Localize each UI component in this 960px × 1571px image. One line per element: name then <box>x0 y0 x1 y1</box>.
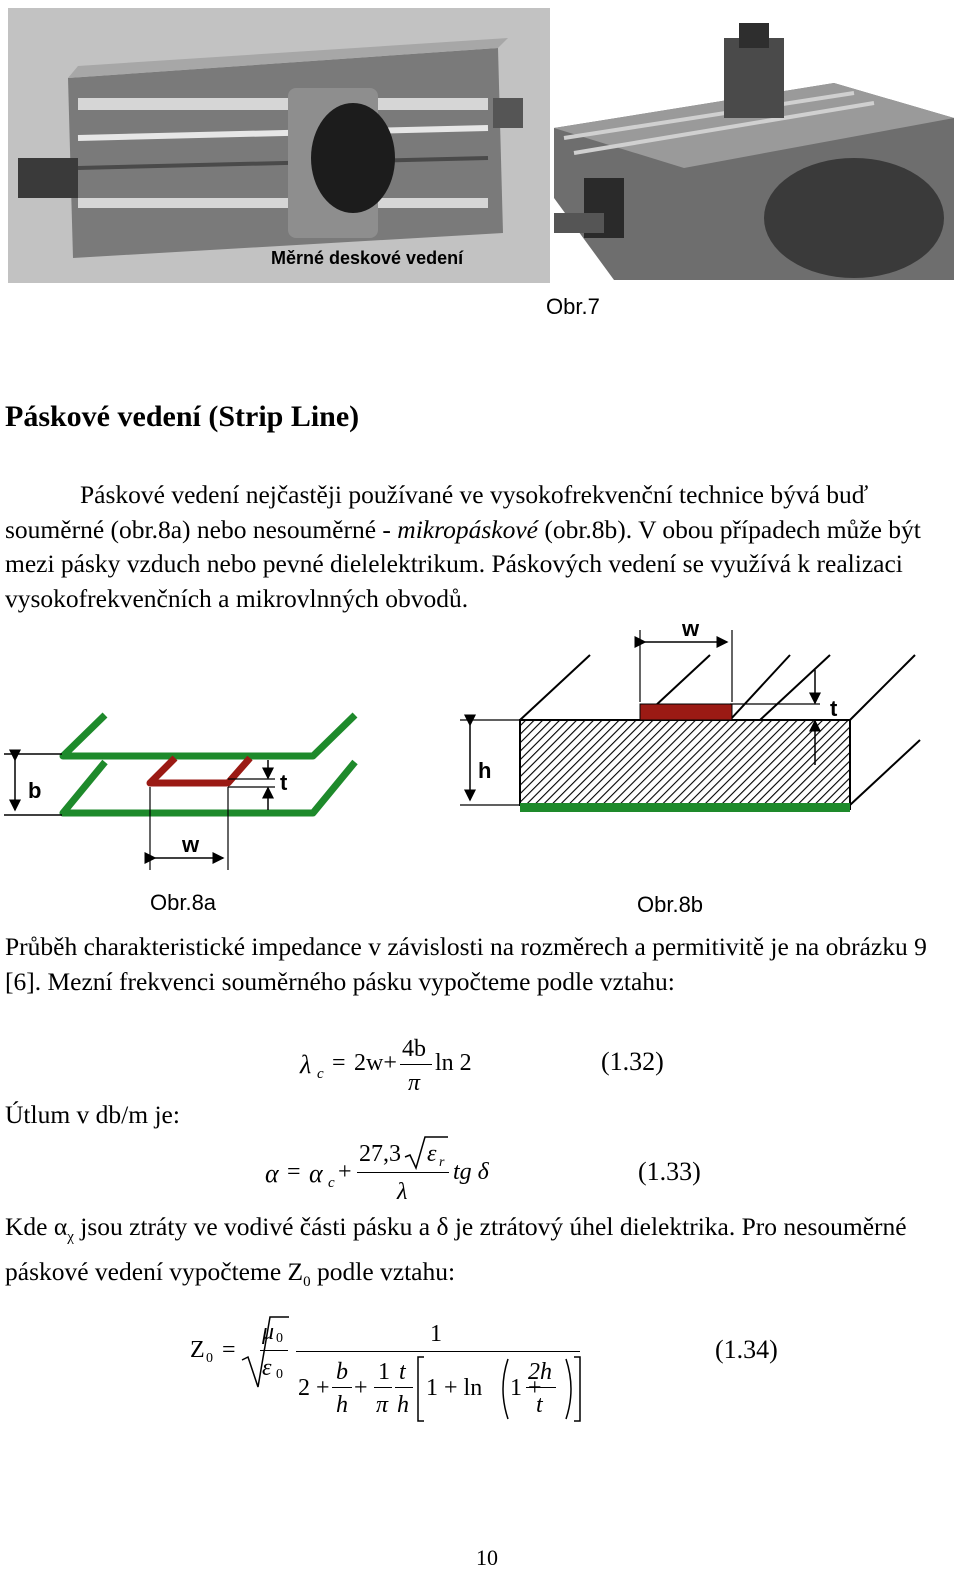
eq134-b: b <box>336 1359 348 1385</box>
eq132-lhs: 2w+ <box>354 1050 397 1076</box>
eq134-h-2: h <box>397 1392 409 1418</box>
eq134-one-plus-ln: 1 + ln <box>426 1375 483 1401</box>
eq134-mu: μ <box>262 1319 275 1345</box>
losses-chi: χ <box>67 1229 74 1246</box>
figure-8a-diagram <box>0 690 380 890</box>
section-title: Páskové vedení (Strip Line) <box>5 400 360 433</box>
losses-paragraph <box>5 1210 955 1299</box>
eq133-equals: = <box>287 1159 301 1185</box>
losses-zero: 0 <box>303 1273 311 1290</box>
figure-8b-caption: Obr.8b <box>637 892 704 917</box>
eq134-Z: Z <box>190 1337 205 1363</box>
eq132-lambda: λ <box>300 1050 312 1079</box>
eq132-numerator: 4b <box>402 1036 426 1062</box>
equation-1-34-number: (1.34) <box>715 1335 778 1364</box>
eq133-alpha-c: α <box>309 1159 323 1188</box>
top-ground-plane <box>63 715 355 756</box>
eq134-sub0: 0 <box>206 1351 213 1366</box>
intro-text-start: Páskové vedení nejčastěji používané ve vysokofrekvenční technice bývá buď souměrné (obr.8a) nebo nesouměrné - <box>5 480 869 544</box>
intro-paragraph <box>5 478 955 616</box>
eq132-denominator: π <box>408 1070 421 1096</box>
figure-8a-caption: Obr.8a <box>150 890 217 915</box>
losses-text-end: podle vztahu: <box>310 1256 456 1286</box>
intro-italic-term: mikropáskové <box>397 514 538 544</box>
intro-text-end: (obr.8b). V obou případech může být mezi pásky vzduch nebo pevné dielelektrikum. Páskových vedení se využívá k realizaci vysokofrekvenčních a mikrovlnných obvodů. <box>5 514 921 613</box>
eq133-coef: 27,3 <box>359 1141 401 1167</box>
eq134-two-h: 2h <box>528 1359 552 1385</box>
eq134-mu-sub: 0 <box>276 1331 283 1346</box>
eq133-alpha: α <box>265 1159 279 1188</box>
eq134-eps: ε <box>262 1355 272 1381</box>
label-t: t <box>280 770 288 795</box>
label-t-8b: t <box>830 696 838 721</box>
eq132-rhs: ln 2 <box>435 1050 472 1076</box>
eq133-tail: tg δ <box>453 1159 489 1185</box>
eq133-sub-c: c <box>328 1175 335 1191</box>
equation-1-32-number: (1.32) <box>601 1047 664 1076</box>
strip-line-photo-left <box>8 8 550 283</box>
ground-plane <box>520 803 850 812</box>
photo-caption: Měrné deskové vedení <box>265 248 469 269</box>
eq134-t: t <box>399 1359 406 1385</box>
label-w-8b: w <box>682 616 700 641</box>
eq134-one: 1 <box>430 1321 442 1347</box>
attenuation-label: Útlum v db/m je: <box>5 1100 180 1129</box>
eq134-two-plus: 2 + <box>298 1375 330 1401</box>
page-number: 10 <box>476 1545 498 1570</box>
eq132-equals: = <box>332 1050 346 1076</box>
eq134-one-plus: 1 + <box>510 1375 542 1401</box>
figure-7-caption: Obr.7 <box>546 294 600 319</box>
eq134-equals: = <box>222 1337 236 1363</box>
eq134-h: h <box>336 1392 348 1418</box>
equation-1-33-number: (1.33) <box>638 1157 701 1186</box>
figure-8b-diagram <box>440 610 940 820</box>
strip-line-photo-right <box>554 18 956 280</box>
impedance-paragraph <box>5 930 955 999</box>
losses-kde: Kde α <box>5 1212 68 1241</box>
eq133-plus: + <box>338 1159 352 1185</box>
eq133-denominator: λ <box>397 1179 408 1205</box>
eq134-pi: π <box>376 1392 389 1418</box>
eq132-sub-c: c <box>317 1066 324 1082</box>
eq134-plus: + <box>354 1375 368 1401</box>
eq134-one-2: 1 <box>378 1359 390 1385</box>
label-b: b <box>28 778 42 803</box>
eq134-eps-sub: 0 <box>276 1367 283 1382</box>
substrate <box>520 720 850 805</box>
eq134-t-2: t <box>536 1392 543 1418</box>
label-w: w <box>182 832 200 857</box>
equation-1-33 <box>265 1135 565 1210</box>
equation-1-34 <box>190 1315 610 1430</box>
photo-left-illustration <box>8 8 550 283</box>
label-h-8b: h <box>478 758 492 783</box>
bottom-ground-plane <box>63 762 355 813</box>
impedance-text: Průběh charakteristické impedance v závislosti na rozměrech a permitivitě je na obrázku 9 [6]. Mezní frekvenci souměrného pásku vypočteme podle vztahu: <box>5 932 927 996</box>
microstrip-conductor <box>640 704 732 720</box>
losses-text: jsou ztráty ve vodivé části pásku a δ je ztrátový úhel dielektrika. Pro nesouměrné páskové vedení vypočteme Z <box>5 1212 907 1286</box>
eq133-sub-r: r <box>439 1155 445 1170</box>
eq133-eps: ε <box>427 1141 437 1167</box>
photo-right-illustration <box>554 18 956 280</box>
